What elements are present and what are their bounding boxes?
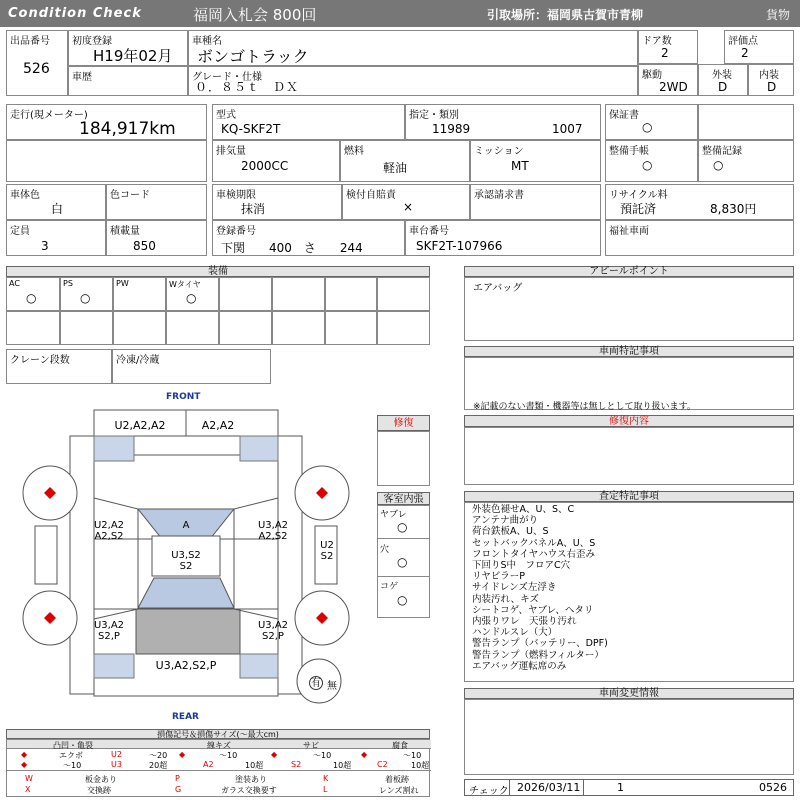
damage-right-front: U3,A2 A2,S2	[257, 520, 289, 542]
inspection-note-line: ハンドルスレ（大）	[472, 627, 558, 639]
reg-no-cell: 登録番号 下関 400 さ 244	[212, 220, 405, 256]
inspection-note-line: リヤビラーP	[472, 571, 526, 583]
load-cell: 積載量 850	[106, 220, 207, 256]
inspection-notes-title: 査定特記事項	[464, 491, 794, 502]
inspection-note-line: サイドレンズ左浮き	[472, 582, 557, 594]
model-cell: 型式 KQ-SKF2T	[212, 104, 405, 140]
mileage-blank	[6, 140, 207, 182]
inspection-notes-list	[472, 504, 608, 672]
grade-cell: グレード・仕様 ０．８５ｔ ＤＸ	[188, 66, 638, 96]
spare-no: 無	[327, 681, 337, 692]
inspection-note-line: 内装汚れ、キズ	[472, 593, 539, 605]
damage-hood: A	[182, 520, 190, 531]
equipment-grid: AC ○ PS ○ PW Wタイヤ ○	[6, 277, 430, 345]
inspection-note-line: アンテナ曲がり	[472, 515, 539, 527]
inspection-note-line: 荷台鉄板A、U、S	[472, 526, 549, 538]
body-color-cell: 車体色 白	[6, 184, 106, 220]
damage-left-rear: U3,A2 S2,P	[93, 620, 125, 642]
interior-cell: 内装 D	[748, 64, 794, 96]
fuel-cell: 燃料 軽油	[340, 140, 470, 182]
front-label: FRONT	[166, 392, 201, 402]
mission-cell: ミッション MT	[470, 140, 601, 182]
repair-box	[377, 431, 430, 486]
displacement-cell: 排気量 2000CC	[212, 140, 340, 182]
inspection-note-line: シートコゲ、ヤブレ、ヘタリ	[472, 604, 594, 616]
crane-cell: クレーン段数	[6, 349, 112, 384]
recycle-cell: リサイクル料 預託済 8,830円	[605, 184, 794, 220]
freezer-cell: 冷凍/冷蔵	[112, 349, 271, 384]
legend-title: 損傷記号＆損傷サイズ(〜最大cm)	[6, 729, 430, 739]
damage-right-rear: U3,A2 S2,P	[257, 620, 289, 642]
inspection-note-line: 下回りS中 フロアC穴	[472, 560, 571, 572]
cabin-box: ヤブレ ○ 穴 ○ コゲ ○	[377, 505, 430, 618]
header-center: 福岡入札会 800回	[193, 6, 317, 24]
history-cell: 車歴	[68, 66, 188, 96]
lot-cell: 出品番号 526	[6, 30, 68, 96]
designation-cell: 指定・類別 11989 1007	[405, 104, 601, 140]
chassis-cell: 車台番号 SKF2T-107966	[405, 220, 601, 256]
change-info-title: 車両変更情報	[464, 688, 794, 699]
header-location: 引取場所：福岡県古賀市青柳	[487, 8, 644, 22]
inspection-note-line: 警告ランプ（バッテリー、DPF)	[472, 638, 608, 650]
car-name-cell: 車種名 ボンゴトラック	[188, 30, 638, 66]
repair-detail-box	[464, 427, 794, 485]
special-title: 車両特記事項	[464, 346, 794, 357]
inspection-note-line: セットバックパネルA、U、S	[472, 537, 596, 549]
inspection-cell: 車検期限 抹消	[212, 184, 342, 220]
lot-number: 526	[23, 61, 50, 77]
approval-cell: 承認請求書	[470, 184, 601, 220]
legend-table: 凸凹・亀裂 線キズ サビ 腐食 ◆ エクボ U2 〜20 ◆ 〜10 U3 20超 ◆ 〜10 A2 10超 ◆ 〜10 S2 10超 ◆ 〜10 C2 10超 W 板金あり P 塗装あり K 着板跡 X 交換跡 G ガラス交換要す L レンズ割れ	[6, 739, 430, 797]
damage-left-front: U2,A2 A2,S2	[93, 520, 125, 542]
check-row: チェック 2026/03/11 1 0526	[464, 779, 794, 796]
repair-label: 修復	[377, 415, 430, 431]
maint-book-cell: 整備手帳 ○	[605, 140, 698, 182]
first-reg-cell: 初度登録 H19年02月	[68, 30, 188, 66]
insurance-cell: 検付自賠責 ×	[342, 184, 470, 220]
warranty-blank	[698, 104, 794, 140]
inspection-notes-box	[464, 502, 794, 682]
inspection-note-line: 警告ランプ（燃料フィルター）	[472, 649, 604, 661]
special-box: ※記載のない書類・機器等は無しとして取り扱います。	[464, 357, 794, 410]
appeal-box: エアバッグ	[464, 277, 794, 341]
color-code-cell: 色コード	[106, 184, 207, 220]
rear-label: REAR	[172, 712, 199, 722]
doors-cell: ドア数 2	[638, 30, 698, 64]
damage-front-right: A2,A2	[201, 419, 235, 432]
equipment-title: 装備	[6, 266, 430, 277]
damage-cab: U3,S2 S2	[171, 550, 201, 572]
damage-right-side: U2 S2	[320, 540, 334, 562]
welfare-cell: 福祉車両	[605, 220, 794, 256]
spare-yes: 有	[311, 678, 321, 689]
cabin-title: 客室内張	[377, 492, 430, 505]
repair-detail-title: 修復内容	[464, 415, 794, 427]
maint-record-cell: 整備記録 ○	[698, 140, 794, 182]
header-left: Condition Check	[8, 6, 142, 21]
mileage-cell: 走行(現メーター) 184,917km	[6, 104, 207, 140]
drive-cell: 駆動 2WD	[638, 64, 698, 96]
damage-front-left: U2,A2,A2	[114, 419, 166, 432]
capacity-cell: 定員 3	[6, 220, 106, 256]
damage-rear: U3,A2,S2,P	[155, 659, 217, 672]
inspection-note-line: 内張りワレ 天張り汚れ	[472, 616, 577, 628]
header-type: 貨物	[766, 8, 791, 22]
change-info-box	[464, 699, 794, 775]
score-cell: 評価点 2	[724, 30, 794, 64]
inspection-note-line: フロントタイヤハウス右歪み	[472, 548, 596, 560]
inspection-note-line: エアバッグ運転席のみ	[472, 660, 567, 672]
appeal-title: アピールポイント	[464, 266, 794, 277]
warranty-cell: 保証書 ○	[605, 104, 698, 140]
exterior-cell: 外装 D	[698, 64, 748, 96]
inspection-note-line: 外装色褪せA、U、S、C	[472, 504, 575, 515]
